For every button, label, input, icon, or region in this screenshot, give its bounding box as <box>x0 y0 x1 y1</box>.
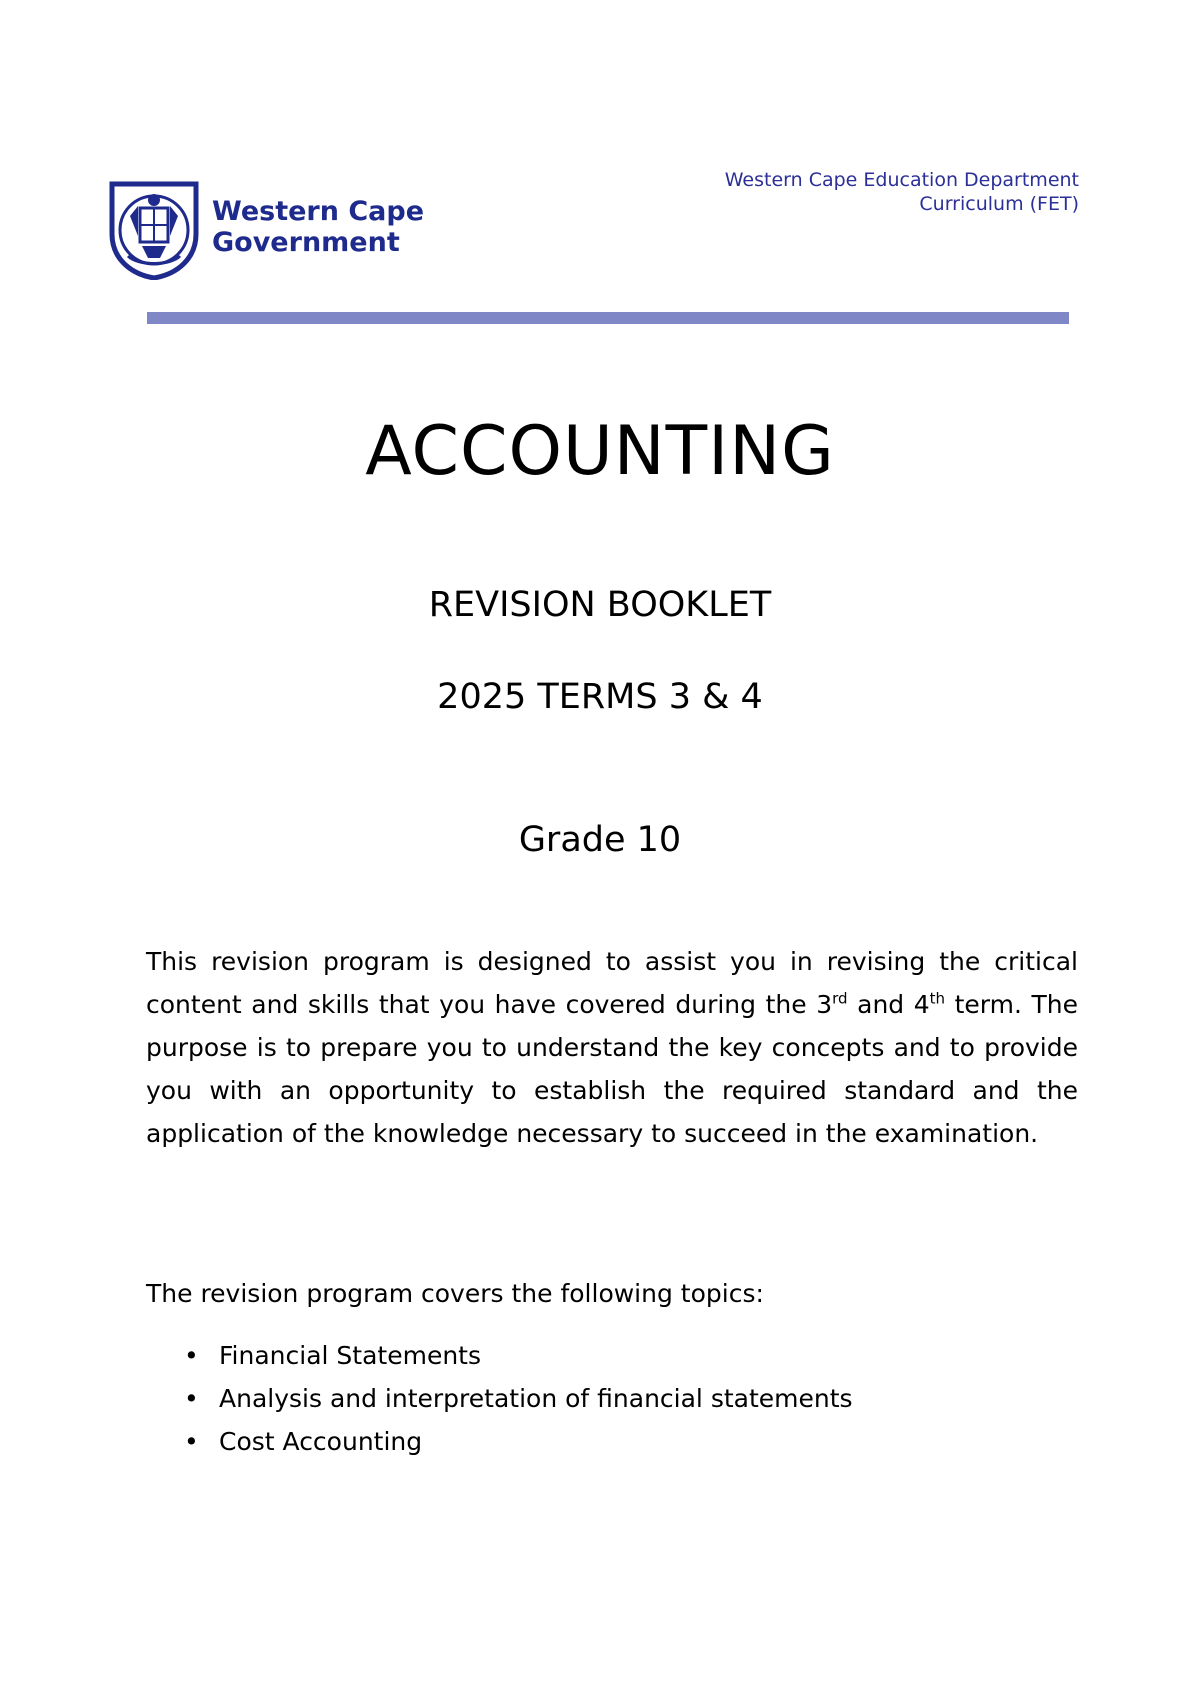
list-item <box>146 1420 853 1463</box>
list-item <box>146 1334 853 1377</box>
intro-sup-th: th <box>929 989 946 1008</box>
department-name: Western Cape Education Department <box>724 169 1079 191</box>
bullet-icon: • <box>184 1427 199 1456</box>
curriculum-label: Curriculum (FET) <box>919 193 1079 215</box>
logo-line-2: Government <box>212 227 400 258</box>
list-item <box>146 1377 853 1420</box>
intro-text-1: This revision program is designed to assist you in revising the critical content and skills that you have covered during the 3 <box>146 947 1078 1019</box>
logo-line-1: Western Cape <box>212 196 425 227</box>
topic-label: Financial Statements <box>219 1341 481 1370</box>
document-title: ACCOUNTING <box>365 412 835 491</box>
coat-of-arms-icon <box>108 176 204 280</box>
header-divider <box>147 312 1069 324</box>
intro-text-3: term. The purpose is to prepare you to understand the key concepts and to provide you with an opportunity to establish the required standard and the application of the knowledge necessary to succeed in the examination. <box>146 990 1078 1148</box>
intro-text-2: and 4 <box>847 990 930 1019</box>
logo-wordmark <box>212 196 424 258</box>
bullet-icon: • <box>184 1341 199 1370</box>
topic-label: Cost Accounting <box>219 1427 423 1456</box>
intro-sup-rd: rd <box>832 989 848 1008</box>
topics-list <box>146 1334 853 1463</box>
western-cape-government-logo <box>108 176 438 280</box>
bullet-icon: • <box>184 1384 199 1413</box>
grade-label: Grade 10 <box>518 820 682 860</box>
topic-label: Analysis and interpretation of financial statements <box>219 1384 853 1413</box>
intro-paragraph <box>146 940 1078 1155</box>
booklet-label: REVISION BOOKLET <box>428 585 772 625</box>
topics-lead: The revision program covers the following topics: <box>146 1279 764 1308</box>
department-heading <box>725 168 1079 216</box>
terms-label: 2025 TERMS 3 & 4 <box>437 677 763 717</box>
